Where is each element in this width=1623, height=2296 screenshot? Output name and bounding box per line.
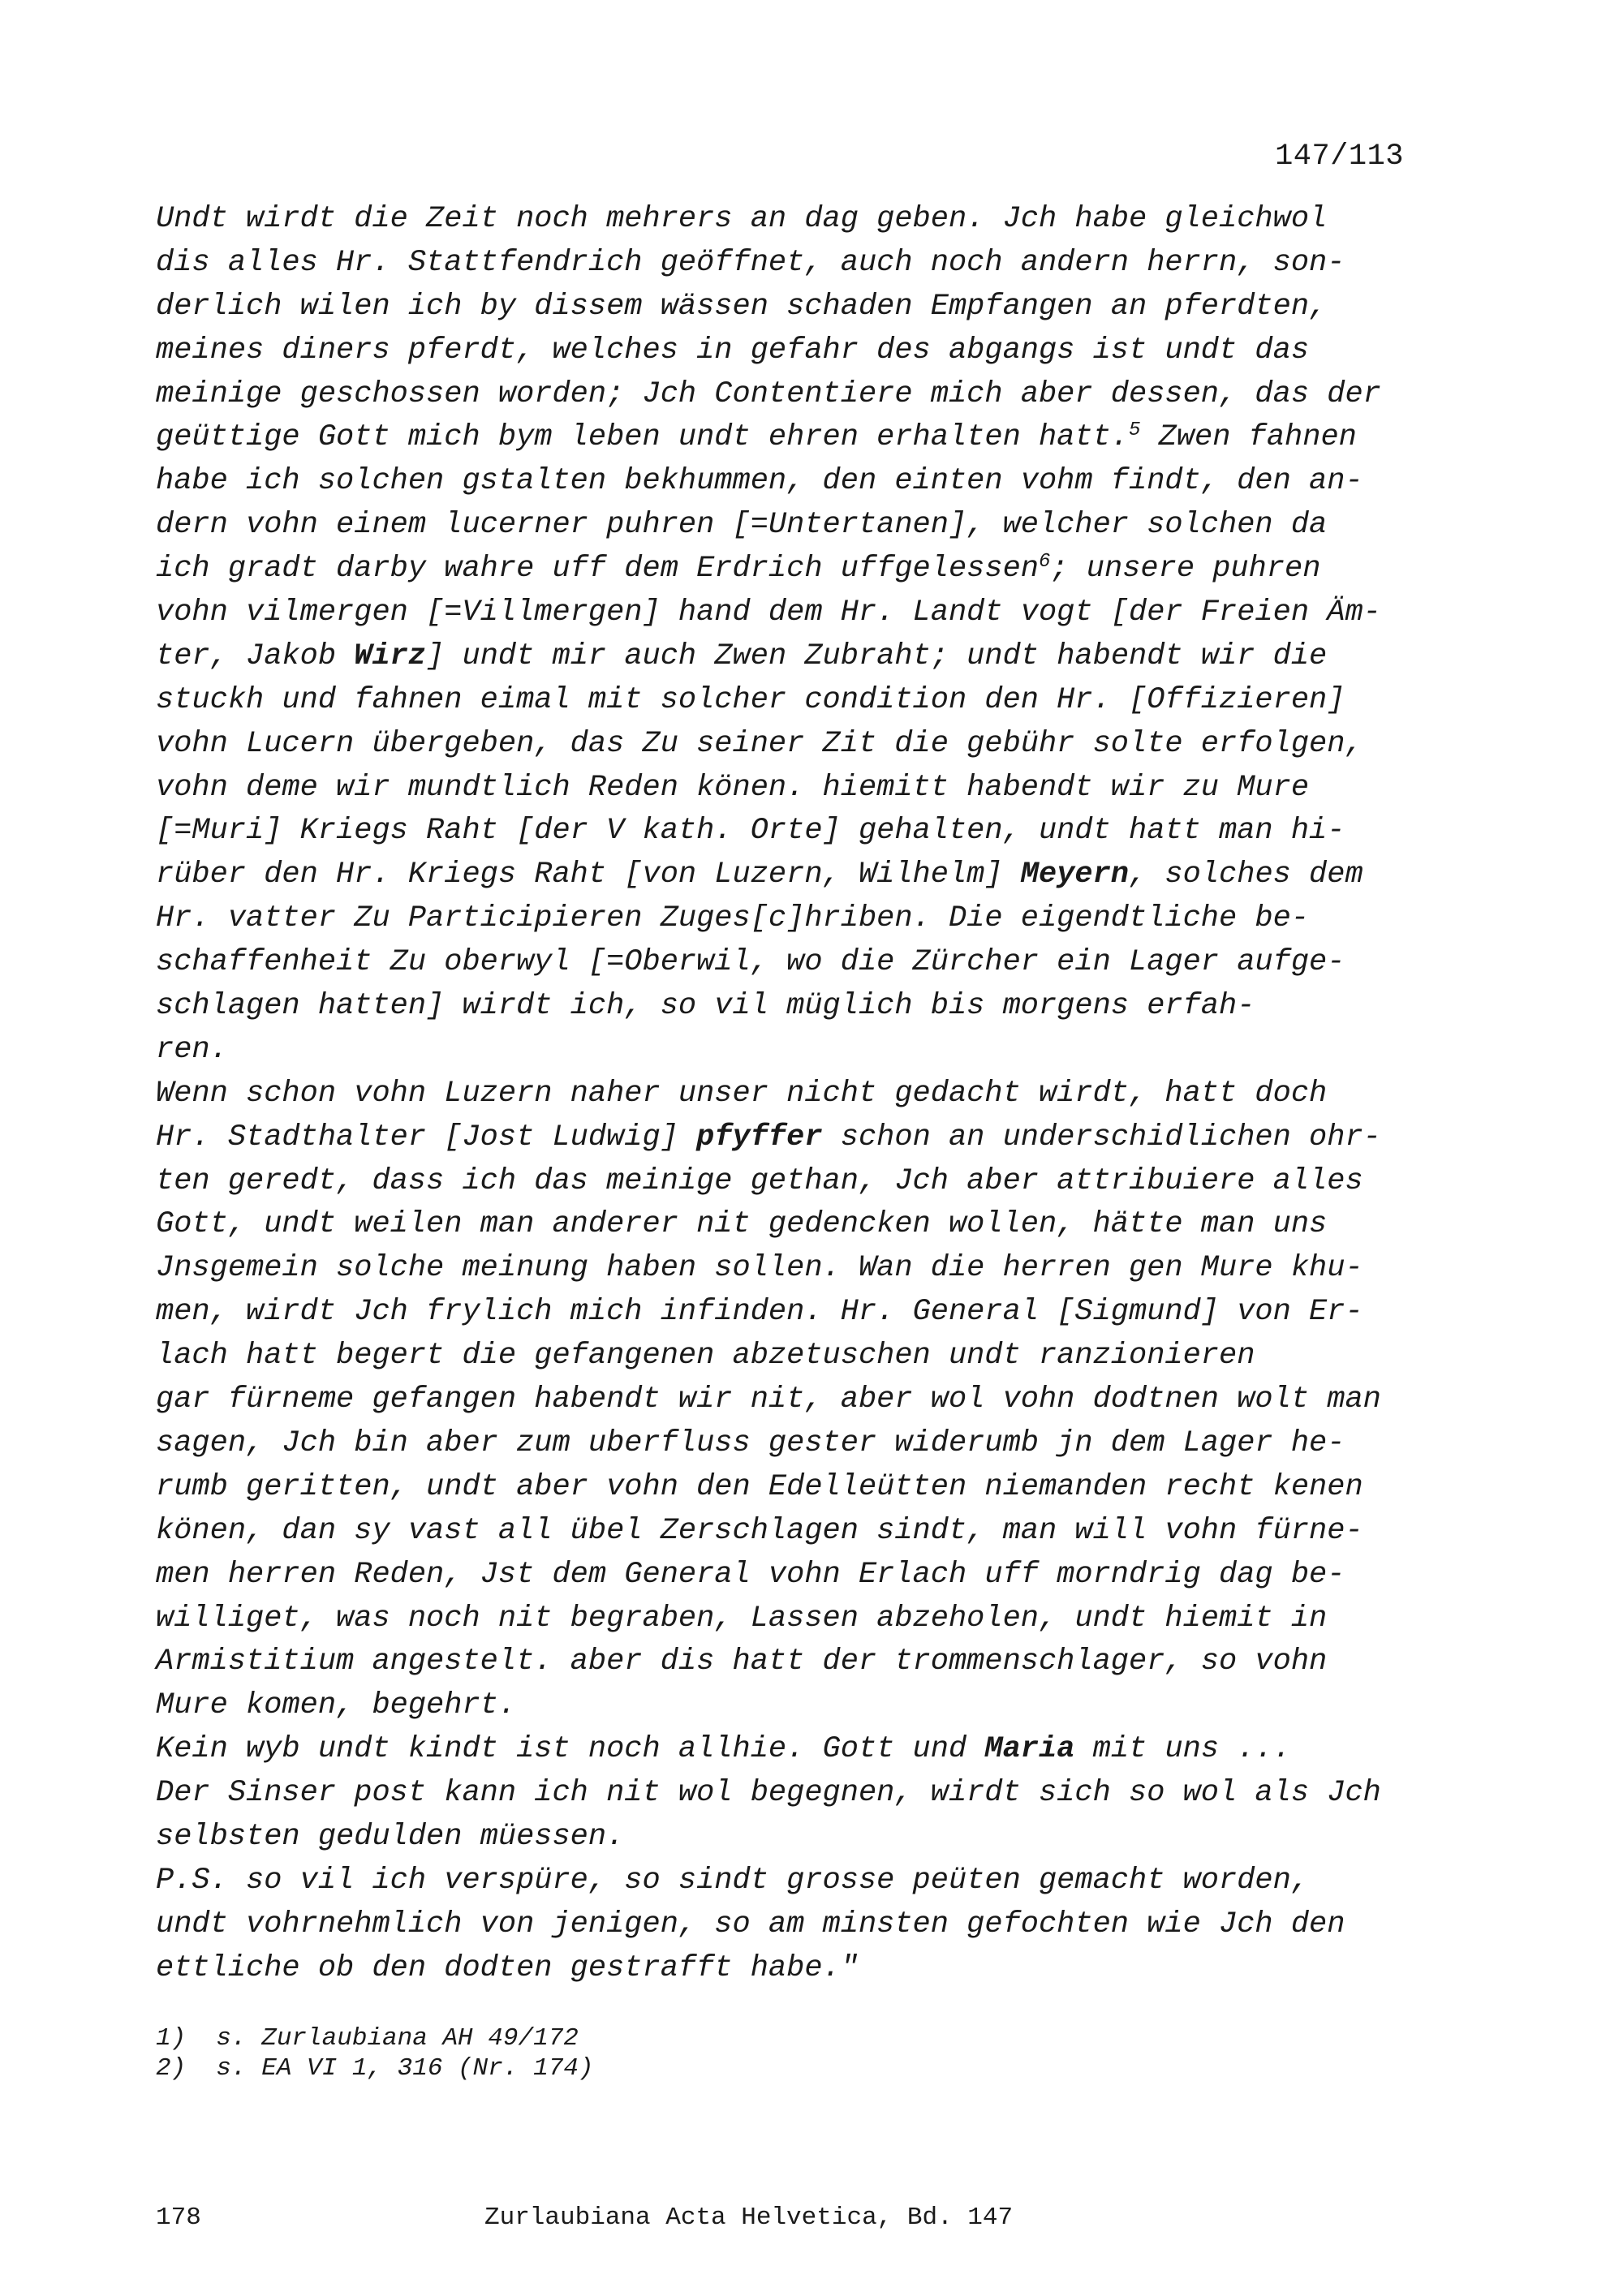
text-line: [=Muri] Kriegs Raht [der V kath. Orte] gehalten, undt hatt man hi- bbox=[156, 814, 1345, 849]
text-line: Der Sinser post kann ich nit wol begegnen, wirdt sich so wol als Jch bbox=[156, 1776, 1381, 1811]
footnote-ref-6: 6 bbox=[1038, 551, 1051, 574]
text-line: könen, dan sy vast all übel Zerschlagen sindt, man will vohn fürne- bbox=[156, 1513, 1363, 1548]
text-line: meinige geschossen worden; Jch Contentiere mich aber dessen, das der bbox=[156, 376, 1381, 411]
text-line: williget, was noch nit begraben, Lassen abzeholen, undt hiemit in bbox=[156, 1601, 1328, 1636]
document-body bbox=[156, 198, 1422, 1991]
text-line: Hr. Stadthalter [Jost Ludwig] pfyffer schon an underschidlichen ohr- bbox=[156, 1120, 1381, 1154]
text-line: Undt wirdt die Zeit noch mehrers an dag geben. Jch habe gleichwol bbox=[156, 202, 1328, 236]
text-line: Jnsgemein solche meinung haben sollen. Wan die herren gen Mure khu- bbox=[156, 1251, 1363, 1286]
text-line: rumb geritten, undt aber vohn den Edelleütten niemanden recht kenen bbox=[156, 1469, 1363, 1504]
text-line: men herren Reden, Jst dem General vohn Erlach uff morndrig dag be- bbox=[156, 1557, 1345, 1592]
text-line: vohn Lucern übergeben, das Zu seiner Zit die gebühr solte erfolgen, bbox=[156, 726, 1363, 761]
text-line: Armistitium angestelt. aber dis hatt der trommenschlager, so vohn bbox=[156, 1645, 1328, 1679]
text-line: Gott, undt weilen man anderer nit gedencken wollen, hätte man uns bbox=[156, 1207, 1328, 1242]
page-footer bbox=[156, 2204, 1013, 2232]
footnote-1: 1) s. Zurlaubiana AH 49/172 bbox=[156, 2024, 579, 2053]
text-line: ettliche ob den dodten gestrafft habe." bbox=[156, 1950, 859, 1985]
name-wirz: Wirz bbox=[354, 638, 427, 673]
text-line: undt vohrnehmlich von jenigen, so am minsten gefochten wie Jch den bbox=[156, 1907, 1345, 1941]
text-line: stuckh und fahnen eimal mit solcher condition den Hr. [Offizieren] bbox=[156, 682, 1345, 717]
text-line: men, wirdt Jch frylich mich infinden. Hr. General [Sigmund] von Er- bbox=[156, 1295, 1363, 1330]
text-line: ter, Jakob Wirz] undt mir auch Zwen Zubraht; undt habendt wir die bbox=[156, 638, 1328, 673]
text-line: geüttige Gott mich bym leben undt ehren erhalten hatt.$^5$ Zwen fahnen bbox=[156, 419, 1357, 455]
text-line: vohn deme wir mundtlich Reden könen. hiemitt habendt wir zu Mure bbox=[156, 770, 1310, 805]
text-line: Wenn schon vohn Luzern naher unser nicht gedacht wirdt, hatt doch bbox=[156, 1076, 1328, 1111]
text-line: lach hatt begert die gefangenen abzetuschen undt ranzionieren bbox=[156, 1339, 1255, 1374]
text-line: ten geredt, dass ich das meinige gethan, Jch aber attribuiere alles bbox=[156, 1163, 1363, 1198]
text-line: schlagen hatten] wirdt ich, so vil müglich bis morgens erfah- bbox=[156, 989, 1255, 1024]
text-line: ren. bbox=[156, 1032, 228, 1067]
text-line: ich gradt darby wahre uff dem Erdrich uffgelessen$^6$; unsere puhren bbox=[156, 551, 1321, 587]
text-line: P.S. so vil ich verspüre, so sindt grosse peüten gemacht worden, bbox=[156, 1863, 1310, 1898]
name-pfyffer: pfyffer bbox=[696, 1120, 823, 1154]
text-line: dern vohn einem lucerner puhren [=Untertanen], welcher solchen da bbox=[156, 508, 1328, 543]
text-line: habe ich solchen gstalten bekhummen, den einten vohm findt, den an- bbox=[156, 464, 1363, 499]
text-line: Kein wyb undt kindt ist noch allhie. Gott und Maria mit uns ... bbox=[156, 1732, 1291, 1767]
page-reference: 147/113 bbox=[1275, 140, 1404, 174]
footer-series-title: Zurlaubiana Acta Helvetica, Bd. 147 bbox=[484, 2204, 1014, 2232]
footnotes bbox=[156, 2023, 594, 2083]
text-line: selbsten gedulden müessen. bbox=[156, 1819, 625, 1854]
text-line: Mure komen, begehrt. bbox=[156, 1688, 517, 1723]
text-line: derlich wilen ich by dissem wässen schaden Empfangen an pferdten, bbox=[156, 289, 1328, 324]
text-line: sagen, Jch bin aber zum uberfluss gester widerumb jn dem Lager he- bbox=[156, 1425, 1345, 1460]
text-line: meines diners pferdt, welches in gefahr des abgangs ist undt das bbox=[156, 333, 1310, 368]
text-line: Hr. vatter Zu Participieren Zuges[c]hriben. Die eigendtliche be- bbox=[156, 901, 1310, 936]
name-meyern: Meyern bbox=[1020, 858, 1130, 892]
text-line: vohn vilmergen [=Villmergen] hand dem Hr. Landt vogt [der Freien Äm- bbox=[156, 595, 1381, 630]
footnote-2: 2) s. EA VI 1, 316 (Nr. 174) bbox=[156, 2054, 594, 2083]
text-line: dis alles Hr. Stattfendrich geöffnet, auch noch andern herrn, son- bbox=[156, 245, 1345, 280]
name-maria: Maria bbox=[984, 1732, 1075, 1767]
footer-page-number: 178 bbox=[156, 2204, 201, 2232]
text-line: gar fürneme gefangen habendt wir nit, aber wol vohn dodtnen wolt man bbox=[156, 1382, 1381, 1417]
text-line: rüber den Hr. Kriegs Raht [von Luzern, Wilhelm] Meyern, solches dem bbox=[156, 858, 1363, 892]
text-line: schaffenheit Zu oberwyl [=Oberwil, wo die Zürcher ein Lager aufge- bbox=[156, 945, 1345, 980]
footnote-ref-5: 5 bbox=[1129, 419, 1141, 442]
